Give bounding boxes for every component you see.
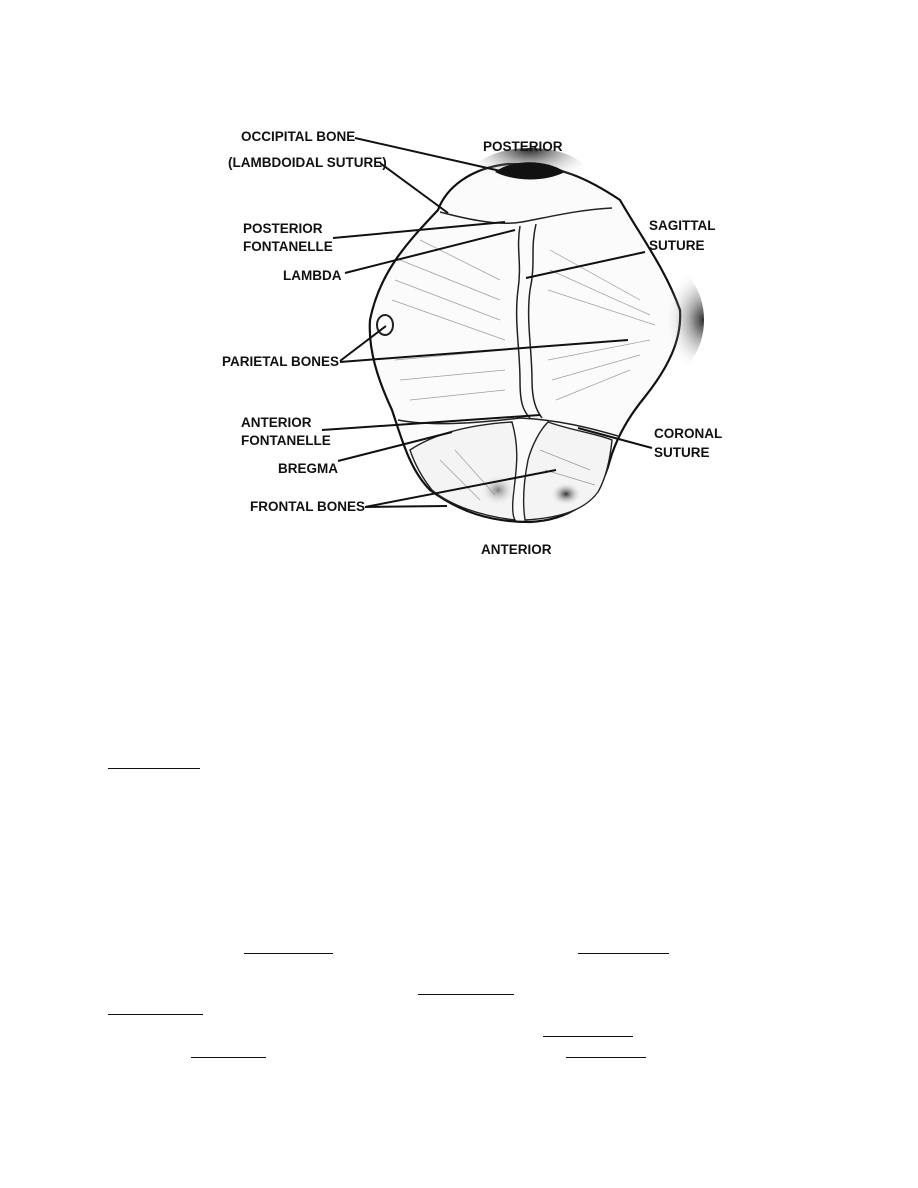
blank-line-1 (108, 768, 200, 769)
parietal-eminence-shading (624, 265, 704, 375)
bregma-label: BREGMA (278, 461, 338, 476)
blank-line-8 (566, 1057, 646, 1058)
lambdoidal-suture-leader (380, 163, 448, 213)
blank-line-7 (191, 1057, 266, 1058)
lambda-label: LAMBDA (283, 268, 342, 283)
posterior-label: POSTERIOR (483, 139, 563, 154)
blank-line-3 (578, 953, 669, 954)
parietal-bones-label: PARIETAL BONES (222, 354, 340, 369)
lambdoidal-suture-label: (LAMBDOIDAL SUTURE) (228, 155, 387, 170)
frontal-bones-label: FRONTAL BONES (250, 499, 366, 514)
coronal-suture-label-line1: CORONAL (654, 426, 723, 441)
anterior-fontanelle-label-line2: FONTANELLE (241, 433, 331, 448)
sagittal-suture-label-line2: SUTURE (649, 238, 705, 253)
posterior-fontanelle-label-line2: FONTANELLE (243, 239, 333, 254)
frontal-bones-leader-2 (365, 506, 447, 507)
blank-line-4 (418, 994, 514, 995)
posterior-fontanelle-label-line1: POSTERIOR (243, 221, 323, 236)
anterior-fontanelle-label-line1: ANTERIOR (241, 415, 312, 430)
blank-line-6 (543, 1036, 633, 1037)
coronal-suture-label-line2: SUTURE (654, 445, 710, 460)
anterior-label: ANTERIOR (481, 542, 552, 557)
blank-line-5 (108, 1014, 203, 1015)
frontal-eminence-shading (550, 482, 582, 506)
sagittal-suture-label-line1: SAGITTAL (649, 218, 716, 233)
blank-line-2 (244, 953, 333, 954)
occipital-bone-label: OCCIPITAL BONE (241, 129, 356, 144)
